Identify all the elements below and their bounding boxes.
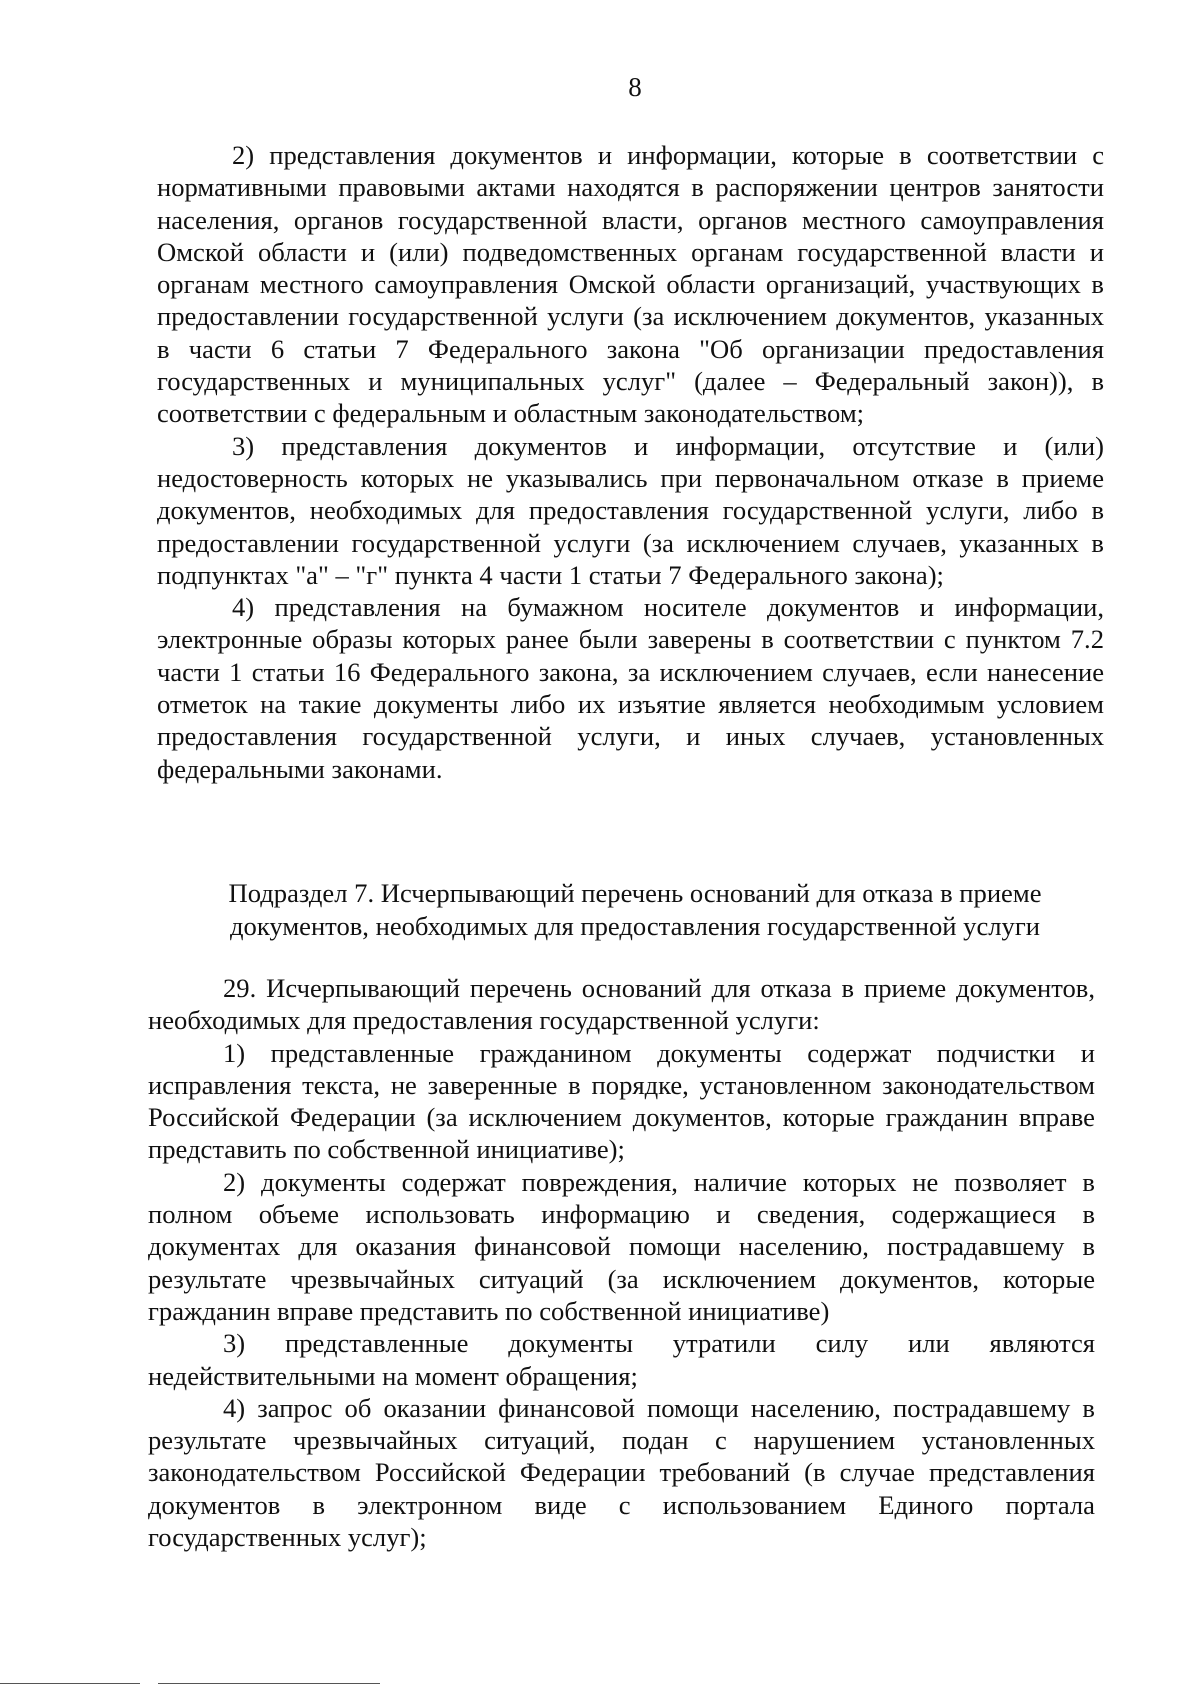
page-number: 8 xyxy=(628,72,642,102)
body-section-top xyxy=(157,139,1104,785)
footer-rule-right xyxy=(158,1683,380,1684)
paragraph-ground-1: 1) представленные гражданином документы содержат подчистки и исправления текста, не заверенные в порядке, установленном законодательством Российской Федерации (за исключением документов, которые гражданин вправе представить по собственной инициативе); xyxy=(148,1037,1095,1165)
paragraph-item-2: 2) представления документов и информации, которые в соответствии с нормативными правовыми актами находятся в распоряжении центров занятости населения, органов государственной власти, органов местного самоуправления Омской области и (или) подведомственных органам государственной власти и органам местного самоуправления Омской области организаций, участвующих в предоставлении государственной услуги (за исключением документов, указанных в части 6 статьи 7 Федерального закона "Об организации предоставления государственных и муниципальных услуг" (далее – Федеральный закон)), в соответствии с федеральным и областным законодательством; xyxy=(157,140,1104,429)
paragraph-clause-29: 29. Исчерпывающий перечень оснований для отказа в приеме документов, необходимых для предоставления государственной услуги: xyxy=(148,973,1095,1036)
paragraph-ground-2: 2) документы содержат повреждения, наличие которых не позволяет в полном объеме использовать информацию и сведения, содержащиеся в документах для оказания финансовой помощи населению, пострадавшему в результате чрезвычайных ситуаций (за исключением документов, которые гражданин вправе представить по собственной инициативе) xyxy=(148,1166,1095,1326)
paragraph-ground-4: 4) запрос об оказании финансовой помощи населению, пострадавшему в результате чрезвычайных ситуаций, подан с нарушением установленных законодательством Российской Федерации требований (в случае представления документов в электронном виде с использованием Единого портала государственных услуг); xyxy=(148,1392,1095,1553)
paragraph-ground-3: 3) представленные документы утратили силу или являются недействительными на момент обращения; xyxy=(148,1328,1095,1391)
body-section-bottom xyxy=(148,972,1095,1553)
footer-rule-left xyxy=(0,1683,140,1684)
paragraph-item-4: 4) представления на бумажном носителе документов и информации, электронные образы которых ранее были заверены в соответствии с пунктом 7.2 части 1 статьи 16 Федерального закона, за исключением случаев, если нанесение отметок на такие документы либо их изъятие является необходимым условием предоставления государственной услуги, и иных случаев, установленных федеральными законами. xyxy=(157,592,1104,784)
subsection-heading: Подраздел 7. Исчерпывающий перечень оснований для отказа в приеме документов, необходимых для предоставления государственной услуги xyxy=(228,878,1042,941)
paragraph-item-3: 3) представления документов и информации, отсутствие и (или) недостоверность которых не указывались при первоначальном отказе в приеме документов, необходимых для предоставления государственной услуги, либо в предоставлении государственной услуги (за исключением случаев, указанных в подпунктах "а" – "г" пункта 4 части 1 статьи 7 Федерального закона); xyxy=(157,430,1104,590)
